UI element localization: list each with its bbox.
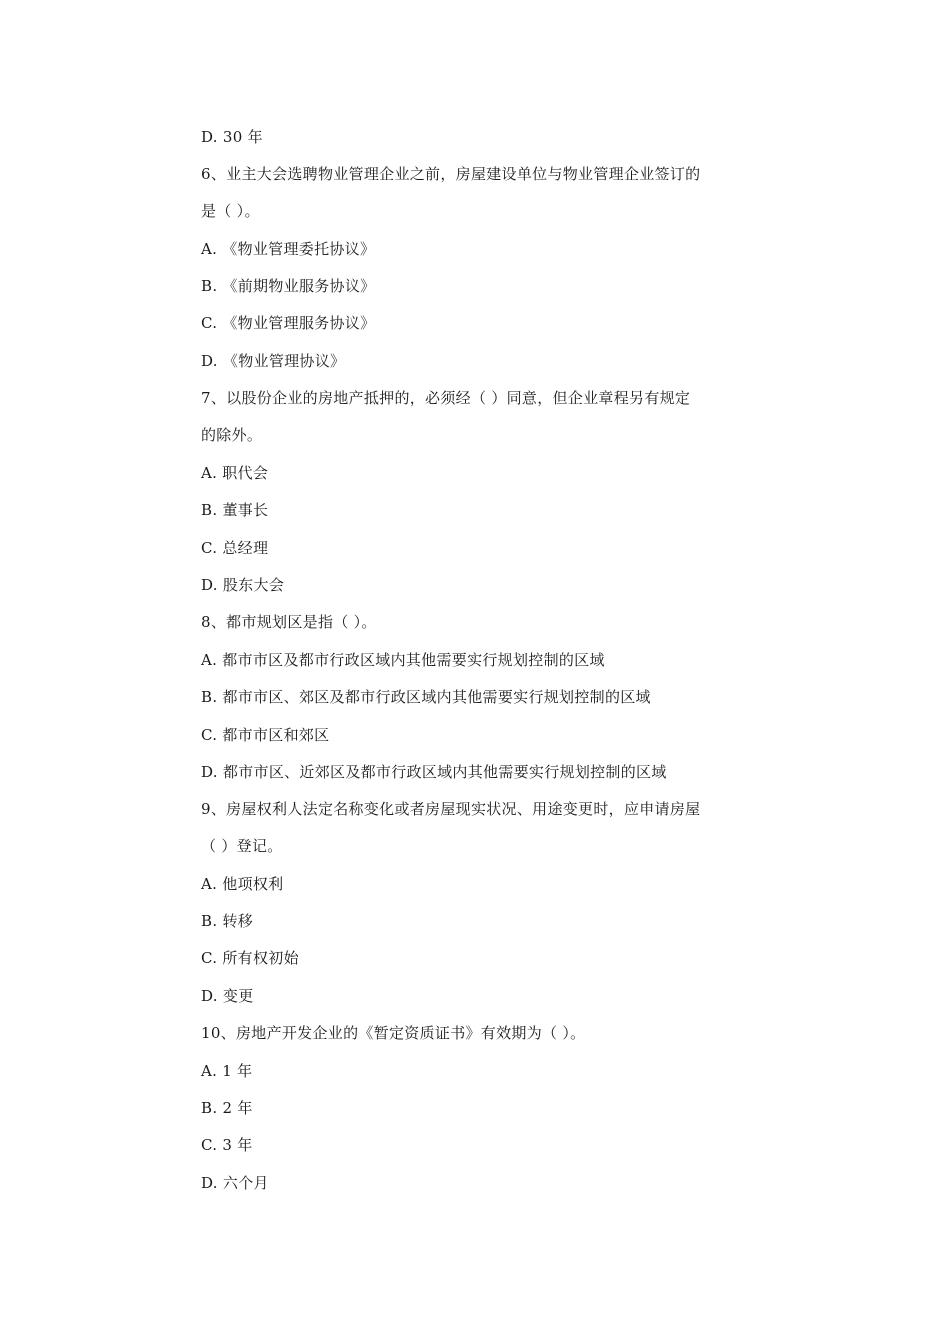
question-8-text: 8、都市规划区是指（ ）。	[201, 613, 377, 631]
option-q9-c: C. 所有权初始	[201, 949, 299, 967]
option-q6-b: B. 《前期物业服务协议》	[201, 277, 376, 295]
option-q5-d: D. 30 年	[201, 128, 263, 146]
option-q9-a: A. 他项权利	[201, 875, 284, 893]
option-q6-d: D. 《物业管理协议》	[201, 352, 346, 370]
question-10-text: 10、房地产开发企业的《暂定资质证书》有效期为（ ）。	[201, 1024, 586, 1042]
option-q6-a: A. 《物业管理委托协议》	[201, 240, 376, 258]
question-9-text-cont: （ ）登记。	[201, 837, 283, 855]
option-q9-d: D. 变更	[201, 987, 254, 1005]
option-q8-d: D. 都市市区、近郊区及都市行政区域内其他需要实行规划控制的区域	[201, 763, 667, 781]
question-9-text: 9、房屋权利人法定名称变化或者房屋现实状况、用途变更时，应申请房屋	[201, 800, 701, 818]
option-q8-a: A. 都市市区及都市行政区域内其他需要实行规划控制的区域	[201, 651, 605, 669]
option-q7-c: C. 总经理	[201, 539, 269, 557]
option-q6-c: C. 《物业管理服务协议》	[201, 314, 376, 332]
option-q10-c: C. 3 年	[201, 1136, 253, 1154]
question-6-text-cont: 是（ ）。	[201, 202, 260, 220]
option-q10-d: D. 六个月	[201, 1174, 269, 1192]
question-6-text: 6、业主大会选聘物业管理企业之前，房屋建设单位与物业管理企业签订的	[201, 165, 701, 183]
option-q7-a: A. 职代会	[201, 464, 269, 482]
option-q9-b: B. 转移	[201, 912, 254, 930]
option-q7-d: D. 股东大会	[201, 576, 285, 594]
option-q7-b: B. 董事长	[201, 501, 269, 519]
question-7-text-cont: 的除外。	[201, 426, 263, 444]
question-7-text: 7、以股份企业的房地产抵押的，必须经（ ）同意，但企业章程另有规定	[201, 389, 691, 407]
option-q8-c: C. 都市市区和郊区	[201, 726, 330, 744]
option-q10-b: B. 2 年	[201, 1099, 253, 1117]
option-q10-a: A. 1 年	[201, 1062, 253, 1080]
option-q8-b: B. 都市市区、郊区及都市行政区域内其他需要实行规划控制的区域	[201, 688, 651, 706]
